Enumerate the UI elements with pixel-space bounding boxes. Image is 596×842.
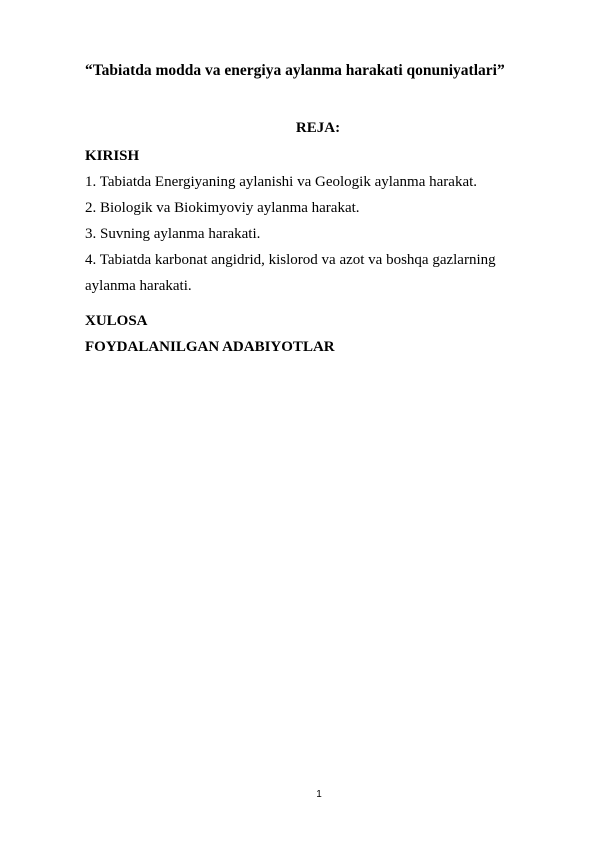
plan-item-3: 3. Suvning aylanma harakati. — [85, 226, 261, 242]
plan-item-2: 2. Biologik va Biokimyoviy aylanma harakat. — [85, 200, 360, 216]
document-title: “Tabiatda modda va energiya aylanma harakati qonuniyatlari” — [85, 62, 505, 79]
page-number: 1 — [316, 789, 322, 800]
section-intro: KIRISH — [85, 148, 140, 164]
plan-item-1: 1. Tabiatda Energiyaning aylanishi va Geologik aylanma harakat. — [85, 174, 478, 190]
plan-heading: REJA: — [295, 120, 341, 136]
plan-item-4: 4. Tabiatda karbonat angidrid, kislorod va azot va boshqa gazlarning — [85, 252, 496, 268]
plan-item-4-continuation: aylanma harakati. — [85, 278, 192, 294]
section-conclusion: XULOSA — [85, 313, 148, 329]
section-references: FOYDALANILGAN ADABIYOTLAR — [85, 339, 335, 355]
